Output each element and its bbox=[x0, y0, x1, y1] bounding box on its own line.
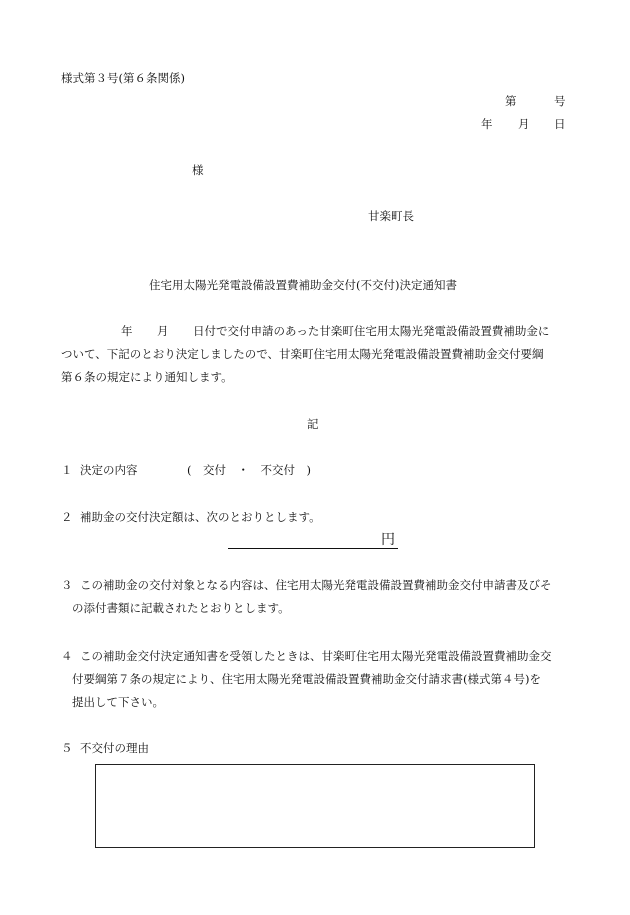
intro-line-2: ついて、下記のとおり決定しましたので、甘楽町住宅用太陽光発電設備設置費補助金交付要綱 bbox=[61, 347, 544, 361]
item4-line-2: 付要綱第７条の規定により、住宅用太陽光発電設備設置費補助金交付請求書(様式第４号)を bbox=[72, 672, 541, 686]
intro-line-3: 第６条の規定により通知します。 bbox=[61, 370, 233, 384]
item4-number: ４ bbox=[61, 649, 73, 663]
doc-number-go: 号 bbox=[554, 94, 566, 108]
item5-label: 不交付の理由 bbox=[80, 741, 149, 755]
amount-unit: 円 bbox=[381, 532, 395, 548]
non-grant-reason-box[interactable] bbox=[95, 764, 535, 848]
date-day-label: 日 bbox=[554, 117, 566, 131]
issuer-name: 甘楽町長 bbox=[368, 209, 414, 223]
addressee-suffix: 様 bbox=[192, 163, 204, 177]
item5-number: ５ bbox=[61, 741, 73, 755]
item2-number: ２ bbox=[61, 510, 73, 524]
amount-underline bbox=[228, 548, 398, 549]
intro-year-label: 年 bbox=[121, 324, 133, 338]
form-label: 様式第３号(第６条関係) bbox=[61, 71, 185, 85]
intro-line-1: 日付で交付申請のあった甘楽町住宅用太陽光発電設備設置費補助金に bbox=[193, 324, 550, 338]
item3-line-2: の添付書類に記載されたとおりとします。 bbox=[72, 601, 290, 615]
item1-number: １ bbox=[61, 463, 73, 477]
item2-text: 補助金の交付決定額は、次のとおりとします。 bbox=[80, 510, 321, 524]
document-title: 住宅用太陽光発電設備設置費補助金交付(不交付)決定通知書 bbox=[149, 278, 457, 292]
date-month-label: 月 bbox=[518, 117, 530, 131]
item4-line-3: 提出して下さい。 bbox=[72, 695, 164, 709]
date-year-label: 年 bbox=[481, 117, 493, 131]
item1-choice: ( 交付 ・ 不交付 ) bbox=[187, 463, 311, 477]
item3-number: ３ bbox=[61, 578, 73, 592]
intro-month-label: 月 bbox=[157, 324, 169, 338]
item3-line-1: この補助金の交付対象となる内容は、住宅用太陽光発電設備設置費補助金交付申請書及びそ bbox=[80, 578, 552, 592]
item4-line-1: この補助金交付決定通知書を受領したときは、甘楽町住宅用太陽光発電設備設置費補助金交 bbox=[80, 649, 552, 663]
doc-number-dai: 第 bbox=[505, 94, 517, 108]
item1-label: 決定の内容 bbox=[80, 463, 138, 477]
ki-heading: 記 bbox=[307, 417, 319, 431]
